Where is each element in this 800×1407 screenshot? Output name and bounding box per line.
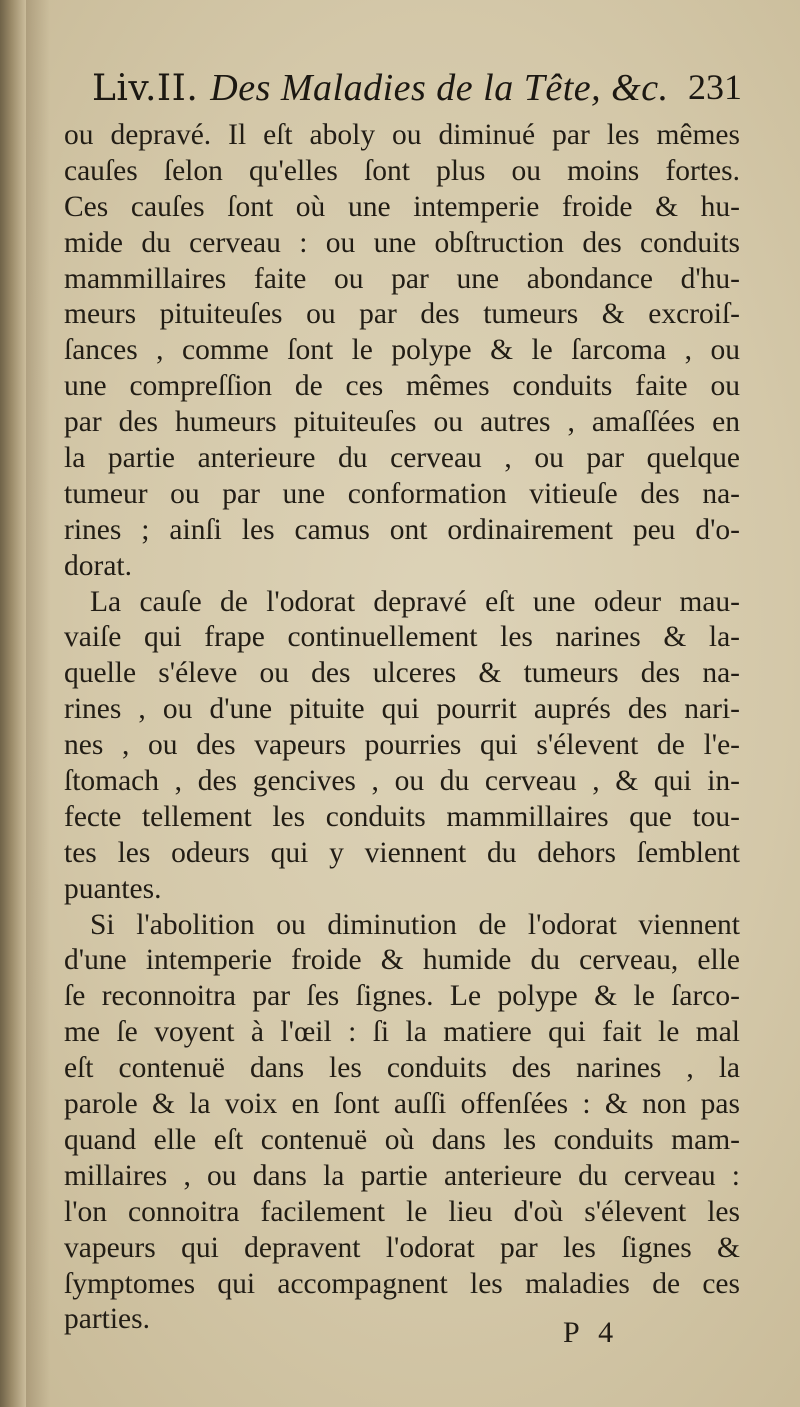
gutter-shadow [26, 0, 50, 1407]
text-line: ou depravé. Il eſt aboly ou diminué par les mêmes [64, 119, 740, 151]
running-header [92, 60, 742, 120]
text-line: Ces cauſes ſont où une intemperie froide & hu- [64, 190, 740, 223]
text-line: rines , ou d'une pituite qui pourrit auprés des nari- [64, 693, 740, 726]
text-line: rines ; ainſi les camus ont ordinairement peu d'o- [64, 513, 740, 546]
text-line: cauſes ſelon qu'elles ſont plus ou moins fortes. [64, 154, 740, 187]
text-line: fecte tellement les conduits mammillaires que tou- [64, 800, 740, 833]
paragraph [64, 908, 740, 1339]
text-line: vapeurs qui depravent l'odorat par les ſignes & [64, 1231, 740, 1264]
text-line: parties. [64, 1303, 151, 1336]
text-line: ſe reconnoitra par ſes ſignes. Le polype & le ſarco- [64, 980, 740, 1013]
text-line: La cauſe de l'odorat depravé eſt une odeur mau- [90, 585, 740, 618]
text-line: tes les odeurs qui y viennent du dehors ſemblent [64, 836, 740, 869]
text-line: d'une intemperie froide & humide du cerveau, elle [64, 944, 740, 977]
page-number: 231 [688, 67, 742, 107]
paragraph [64, 585, 740, 908]
text-line: parole & la voix en ſont auſſi offenſées : & non pas [64, 1088, 740, 1121]
body-text [64, 118, 740, 1338]
page-gutter-edge [0, 0, 26, 1407]
text-line: ſances , comme ſont le polype & le ſarcoma , ou [64, 334, 740, 367]
text-line: une compreſſion de ces mêmes conduits faite ou [64, 370, 740, 403]
text-line: la partie anterieure du cerveau , ou par quelque [64, 442, 740, 475]
text-line: l'on connoitra facilement le lieu d'où s'élevent les [64, 1195, 740, 1228]
text-line: mide du cerveau : ou une obſtruction des conduits [64, 226, 740, 259]
text-line: eſt contenuë dans les conduits des narines , la [64, 1052, 740, 1085]
text-line: quand elle eſt contenuë où dans les conduits mam- [64, 1123, 740, 1156]
text-line: par des humeurs pituiteuſes ou autres , amaſſées en [64, 406, 740, 439]
running-head [92, 66, 669, 110]
text-line: dorat. [64, 549, 132, 582]
text-line: ſtomach , des gencives , ou du cerveau , & qui in- [64, 765, 740, 798]
chapter-title: Des Maladies de la Tête, &c. [210, 67, 669, 109]
text-line: meurs pituiteuſes ou par des tumeurs & excroiſ- [64, 298, 740, 331]
text-line: me ſe voyent à l'œil : ſi la matiere qui fait le mal [64, 1016, 740, 1049]
book-number: Liv.II. [92, 68, 199, 109]
text-line: tumeur ou par une conformation vitieuſe des na- [64, 477, 740, 510]
text-line: mammillaires faite ou par une abondance d'hu- [64, 262, 740, 295]
text-line: quelle s'éleve ou des ulceres & tumeurs des na- [64, 657, 740, 690]
paragraph [64, 118, 740, 585]
text-line: ſymptomes qui accompagnent les maladies de ces [64, 1267, 740, 1300]
text-line: puantes. [64, 872, 162, 905]
text-line: nes , ou des vapeurs pourries qui s'élevent de l'e- [64, 729, 740, 762]
text-line: vaiſe qui frape continuellement les narines & la- [64, 621, 740, 654]
signature-mark: P 4 [563, 1316, 620, 1349]
text-line: Si l'abolition ou diminution de l'odorat viennent [90, 908, 740, 941]
text-line: millaires , ou dans la partie anterieure du cerveau : [64, 1159, 740, 1192]
